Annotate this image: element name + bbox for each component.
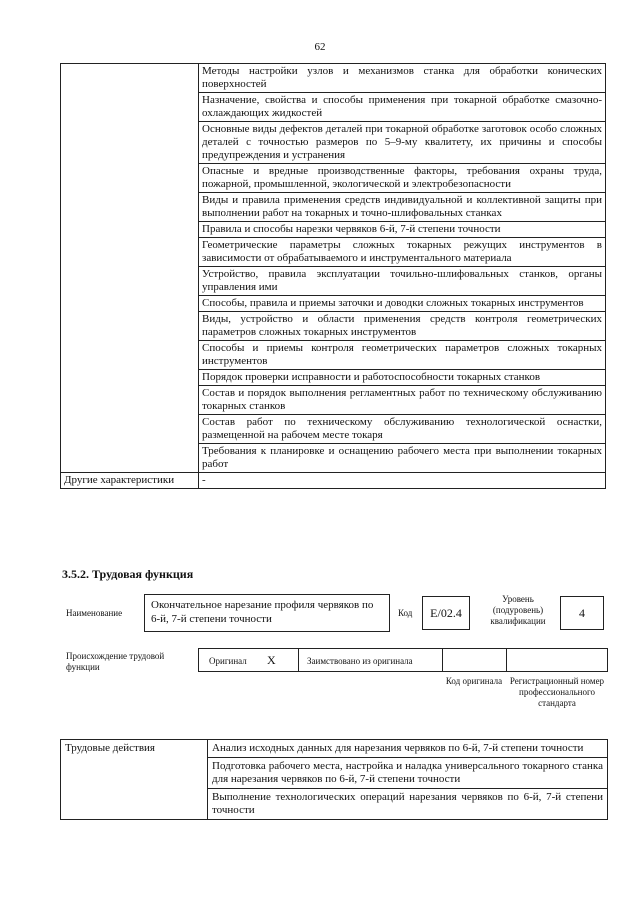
table-cell: Опасные и вредные производственные факторы, требования охраны труда, пожарной, промышленной, экологической и электробезопасности — [199, 164, 606, 193]
table-cell: Способы, правила и приемы заточки и доводки сложных токарных инструментов — [199, 296, 606, 312]
table-cell: Требования к планировке и оснащению рабочего места при выполнении токарных работ — [199, 444, 606, 473]
labor-actions-label: Трудовые действия — [61, 740, 208, 820]
borrowed-label: Заимствовано из оригинала — [307, 656, 413, 666]
required-knowledge-table — [60, 63, 606, 489]
table-cell: Основные виды дефектов деталей при токарной обработке заготовок особо сложных деталей с точностью размеров по 5–9-му квалитету, их причины и способы предупреждения и устранения — [199, 122, 606, 164]
borrowed-cell — [298, 648, 442, 672]
qualification-level-box: 4 — [560, 596, 604, 630]
table-cell: Геометрические параметры сложных токарных режущих инструментов в зависимости от обрабатываемого и инструментального материала — [199, 238, 606, 267]
function-code-box: E/02.4 — [422, 596, 470, 630]
table-cell: Устройство, правила эксплуатации точильно-шлифовальных станков, органы управления ими — [199, 267, 606, 296]
name-label: Наименование — [66, 608, 123, 618]
table-row — [61, 64, 606, 93]
table-cell: Подготовка рабочего места, настройка и наладка универсального токарного станка для нарезания червяков по 6-й, 7-й степени точности — [208, 758, 608, 789]
table-cell: Выполнение технологических операций нарезания червяков по 6-й, 7-й степени точности — [208, 789, 608, 820]
labor-actions-table — [60, 739, 608, 820]
origin-strip — [198, 648, 608, 672]
table-row — [61, 473, 606, 489]
reg-number-cell — [506, 648, 608, 672]
table-row — [61, 740, 608, 758]
other-characteristics-value: - — [199, 473, 606, 489]
section-title: 3.5.2. Трудовая функция — [62, 567, 194, 581]
table-cell: Назначение, свойства и способы применения при токарной обработке смазочно-охлаждающих жидкостей — [199, 93, 606, 122]
qualification-level-label: Уровень (подуровень) квалификации — [490, 594, 546, 626]
table-cell: Виды и правила применения средств индивидуальной и коллективной защиты при выполнении работ на токарных и точно-шлифовальных станках — [199, 193, 606, 222]
table-cell: Виды, устройство и области применения средств контроля геометрических параметров сложных токарных инструментов — [199, 312, 606, 341]
original-mark: X — [267, 653, 276, 667]
table-cell: Состав работ по техническому обслуживанию технологической оснастки, размещенной на рабочем месте токаря — [199, 415, 606, 444]
table-cell: Методы настройки узлов и механизмов станка для обработки конических поверхностей — [199, 64, 606, 93]
table-cell: Состав и порядок выполнения регламентных работ по техническому обслуживанию токарных станков — [199, 386, 606, 415]
other-characteristics-label: Другие характеристики — [61, 473, 199, 489]
page-number: 62 — [314, 41, 326, 53]
table-cell: Порядок проверки исправности и работоспособности токарных станков — [199, 370, 606, 386]
table-cell: Способы и приемы контроля геометрических параметров сложных токарных инструментов — [199, 341, 606, 370]
table-cell: Анализ исходных данных для нарезания червяков по 6-й, 7-й степени точности — [208, 740, 608, 758]
function-name-box: Окончательное нарезание профиля червяков по 6-й, 7-й степени точности — [144, 594, 390, 632]
origin-label: Происхождение трудовой функции — [66, 651, 165, 672]
code-original-label: Код оригинала — [445, 676, 503, 686]
code-label: Код — [398, 608, 413, 618]
original-cell — [198, 648, 298, 672]
row-label-empty — [61, 64, 199, 473]
table-cell: Правила и способы нарезки червяков 6-й, 7-й степени точности — [199, 222, 606, 238]
reg-number-label: Регистрационный номер профессионального стандарта — [509, 676, 605, 708]
original-label: Оригинал — [209, 656, 247, 666]
code-original-cell — [442, 648, 506, 672]
